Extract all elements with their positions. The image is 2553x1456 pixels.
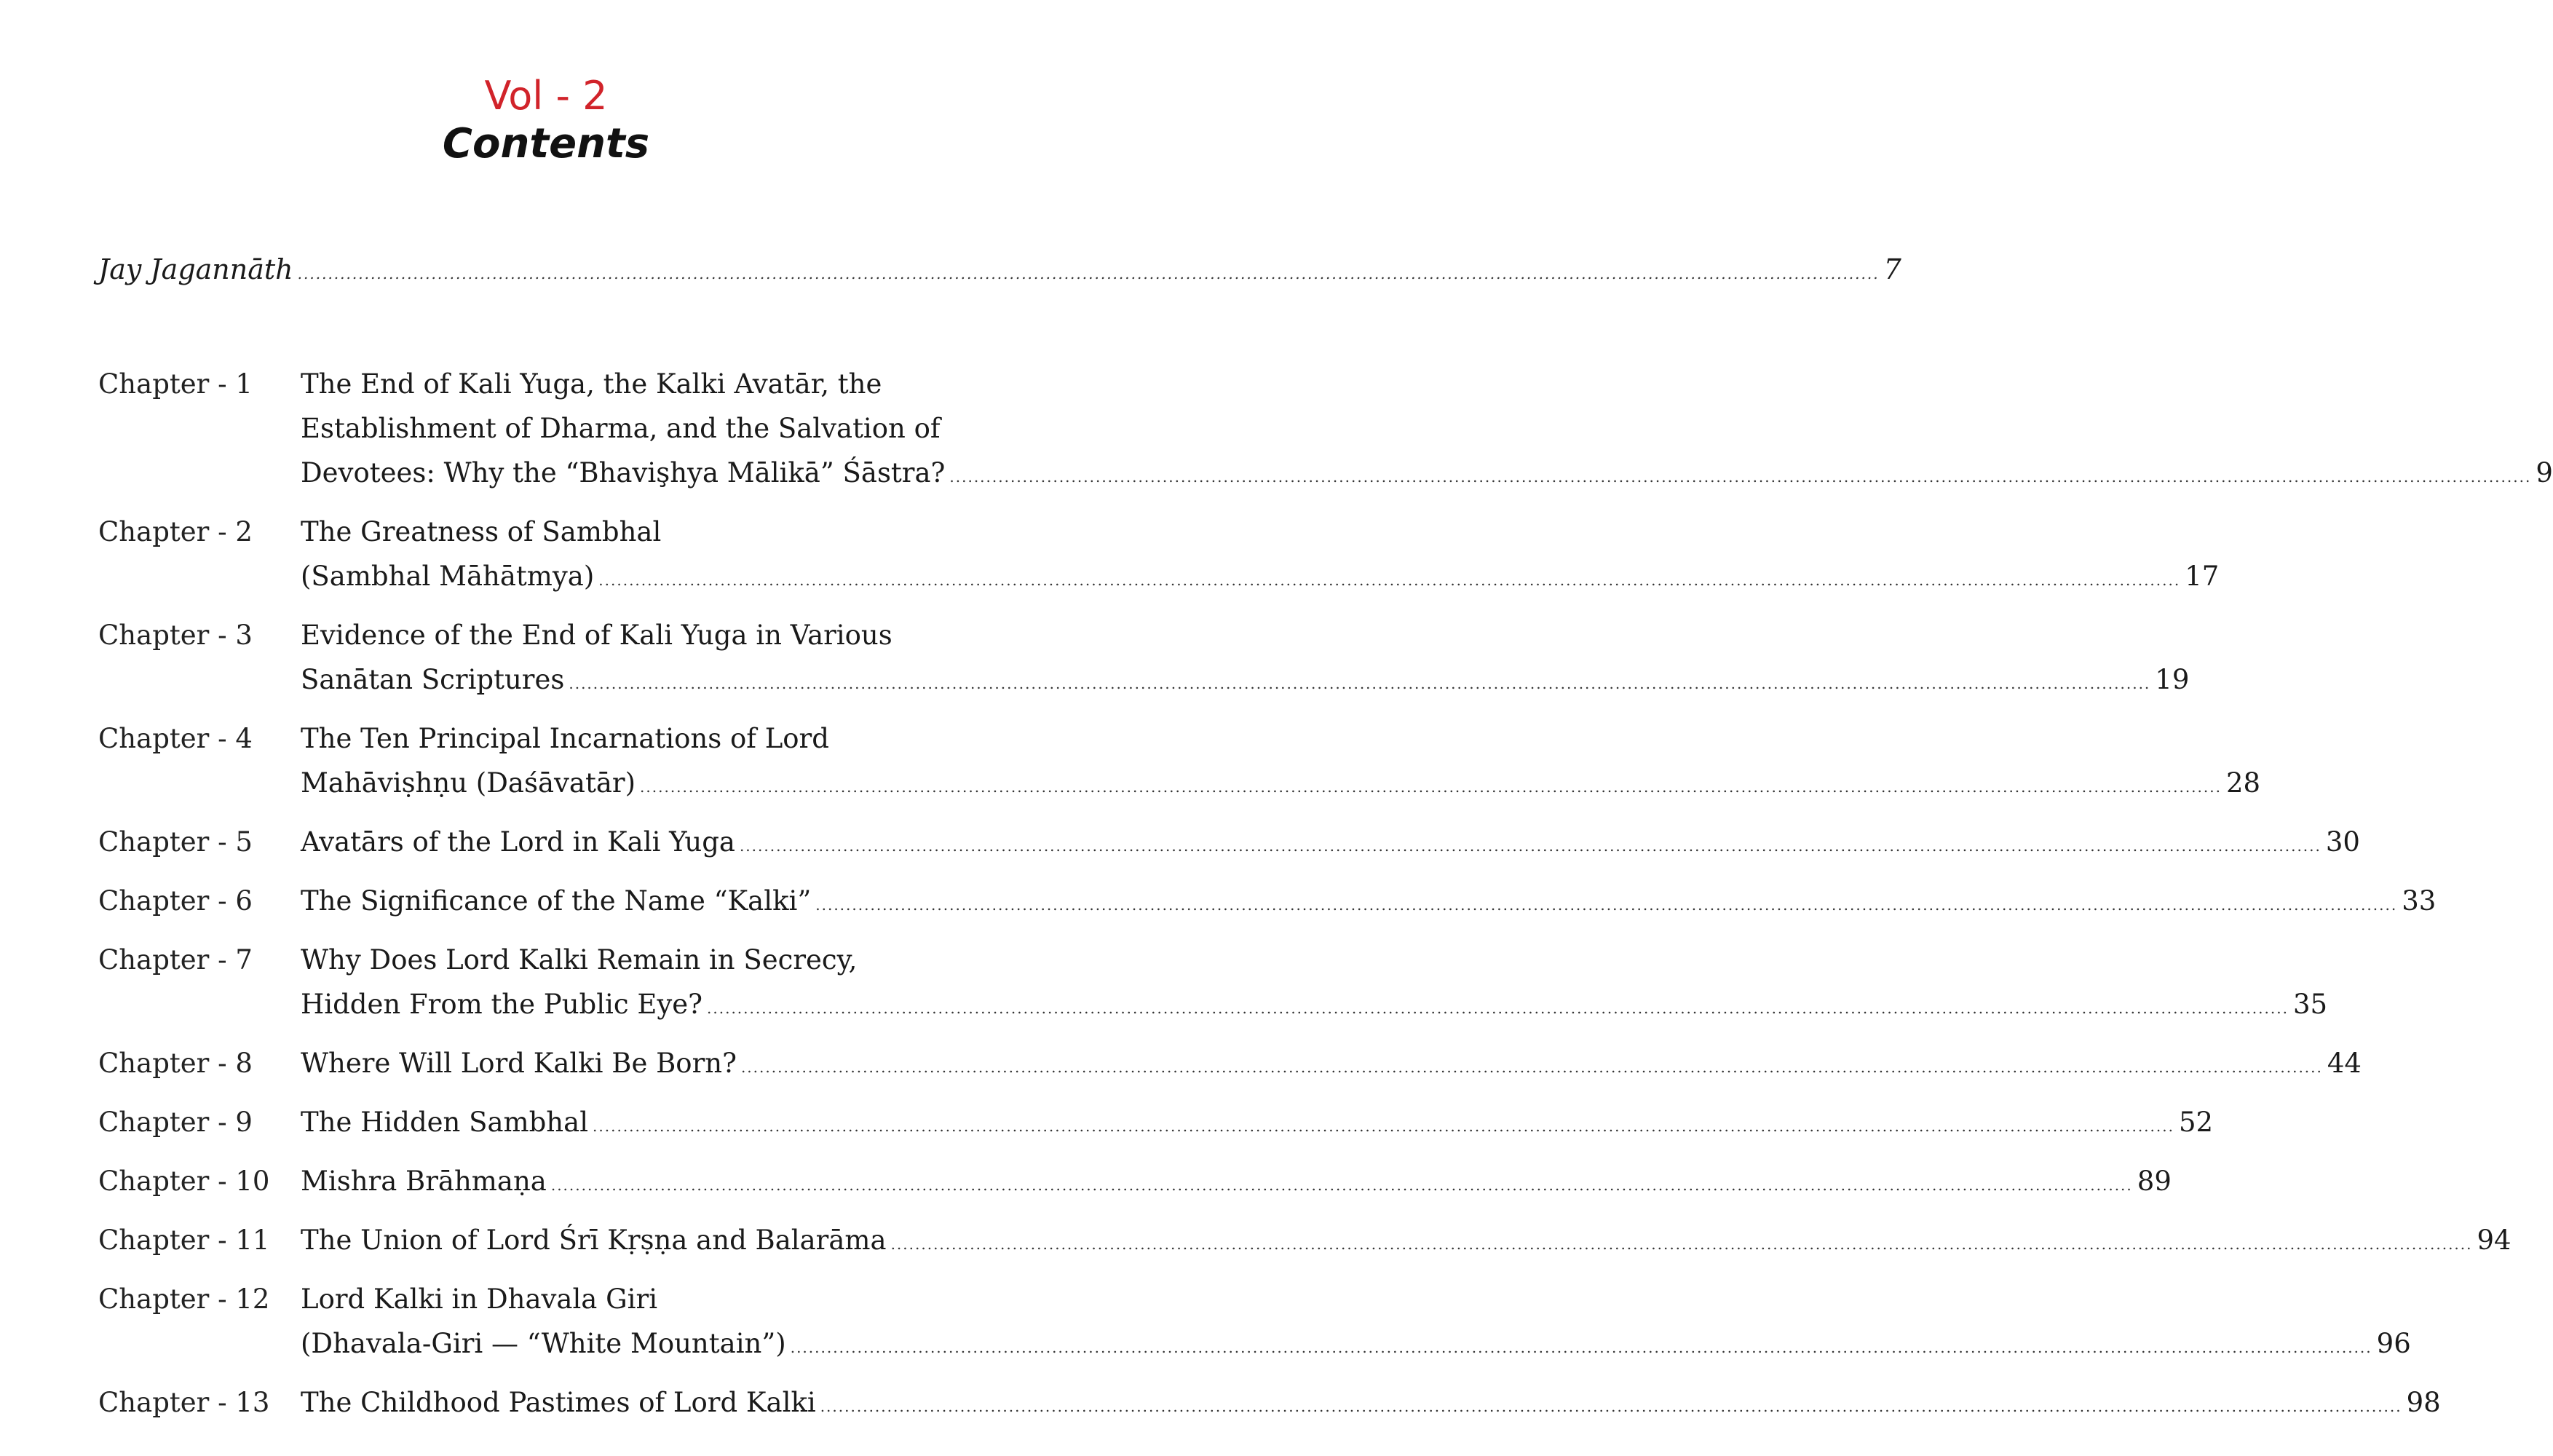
entry-spacer (98, 499, 997, 510)
dot-leader (815, 883, 2397, 927)
toc-entry (98, 820, 2360, 869)
chapter-entry-line (301, 1100, 2213, 1149)
chapter-label: Chapter - 4 (98, 723, 253, 754)
chapter-label: Chapter - 3 (98, 620, 253, 651)
entry-spacer (98, 1267, 997, 1277)
chapter-label: Chapter - 8 (98, 1048, 253, 1079)
chapter-title-text: Where Will Lord Kalki Be Born? (301, 1048, 737, 1079)
chapter-title-line: Why Does Lord Kalki Remain in Secrecy, (301, 944, 858, 976)
chapter-title-line: Lord Kalki in Dhavala Giri (301, 1283, 658, 1315)
chapter-entry-line (301, 1159, 2172, 1208)
toc-entry (98, 1100, 2214, 1149)
intro-entry-line (98, 251, 1901, 292)
chapter-entry-line (301, 554, 2219, 603)
dot-leader (298, 256, 1880, 292)
toc-entry (98, 1277, 2411, 1370)
chapter-title-block (301, 510, 2219, 603)
chapter-page-number: 19 (2155, 664, 2190, 695)
entry-spacer (98, 603, 997, 613)
intro-entry-title: Jay Jagannāth (98, 253, 293, 285)
table-of-contents (98, 362, 2553, 1439)
chapter-page-number: 98 (2406, 1387, 2441, 1418)
entry-spacer (98, 1031, 997, 1041)
chapter-title-text: The Significance of the Name “Kalki” (301, 885, 812, 917)
toc-entry (98, 510, 2220, 603)
chapter-page-number: 89 (2137, 1166, 2172, 1197)
page-title: Contents (442, 120, 650, 167)
chapter-entry-line (301, 982, 2327, 1031)
toc-entry (98, 716, 2261, 810)
chapter-label: Chapter - 12 (98, 1283, 270, 1315)
chapter-title-text: (Dhavala-Giri — “White Mountain”) (301, 1328, 786, 1359)
volume-heading: Vol - 2 (484, 73, 608, 119)
chapter-title-line: The End of Kali Yuga, the Kalki Avatār, the (301, 368, 882, 400)
chapter-page-number: 33 (2402, 885, 2437, 917)
chapter-title-text: Devotees: Why the “Bhavişhya Mālikā” Śāstra? (301, 457, 946, 488)
chapter-title-block (301, 716, 2260, 810)
chapter-label: Chapter - 6 (98, 885, 253, 917)
chapter-page-number: 94 (2477, 1224, 2512, 1256)
chapter-title-line: Establishment of Dharma, and the Salvation of (301, 413, 941, 444)
chapter-title-text: Avatārs of the Lord in Kali Yuga (301, 826, 735, 858)
chapter-page-number: 30 (2325, 826, 2360, 858)
toc-entry (98, 1380, 2441, 1429)
entry-spacer (98, 869, 997, 879)
chapter-page-number: 35 (2292, 989, 2328, 1020)
chapter-entry-line (301, 761, 2260, 810)
toc-entry (98, 362, 2553, 499)
chapter-entry-line (301, 879, 2436, 927)
chapter-page-number: 17 (2185, 561, 2220, 592)
chapter-title-text: Mishra Brāhmaṇa (301, 1166, 547, 1197)
chapter-title-block (301, 1380, 2441, 1429)
chapter-page-number: 52 (2178, 1107, 2214, 1138)
chapter-title-block (301, 1218, 2512, 1267)
entry-spacer (98, 810, 997, 820)
chapter-title-block (301, 1100, 2213, 1149)
toc-entry (98, 1218, 2512, 1267)
chapter-title-text: The Childhood Pastimes of Lord Kalki (301, 1387, 816, 1418)
chapter-label: Chapter - 2 (98, 516, 253, 547)
dot-leader (569, 662, 2150, 706)
chapter-title-block (301, 1159, 2172, 1208)
chapter-page-number: 9 (2536, 457, 2553, 488)
dot-leader (791, 1326, 2372, 1370)
chapter-title-text: The Union of Lord Śrī Kṛṣṇa and Balarāma (301, 1224, 887, 1256)
chapter-title-block (301, 1041, 2362, 1090)
chapter-title-text: Mahāviṣhṇu (Daśāvatār) (301, 767, 636, 799)
dot-leader (640, 765, 2222, 810)
toc-entry (98, 938, 2328, 1031)
dot-leader (949, 455, 2531, 499)
chapter-page-number: 96 (2376, 1328, 2411, 1359)
dot-leader (598, 558, 2180, 603)
dot-leader (593, 1104, 2174, 1149)
chapter-title-text: (Sambhal Māhātmya) (301, 561, 595, 592)
chapter-title-line: Evidence of the End of Kali Yuga in Various (301, 620, 892, 651)
chapter-title-block (301, 938, 2327, 1031)
chapter-label: Chapter - 1 (98, 368, 253, 400)
chapter-title-line: The Ten Principal Incarnations of Lord (301, 723, 829, 754)
entry-spacer (98, 1429, 997, 1439)
chapter-entry-line (301, 820, 2360, 869)
chapter-entry-line (301, 1218, 2512, 1267)
entry-spacer (98, 1149, 997, 1159)
chapter-title-block (301, 1277, 2411, 1370)
dot-leader (891, 1222, 2473, 1267)
chapter-label: Chapter - 10 (98, 1166, 270, 1197)
chapter-title-block (301, 879, 2436, 927)
chapter-title-text: Hidden From the Public Eye? (301, 989, 703, 1020)
chapter-label: Chapter - 7 (98, 944, 253, 976)
entry-spacer (98, 927, 997, 938)
toc-entry (98, 879, 2437, 927)
chapter-page-number: 28 (2225, 767, 2261, 799)
chapter-title-block (301, 613, 2189, 706)
toc-entry (98, 1159, 2172, 1208)
entry-spacer (98, 706, 997, 716)
chapter-title-block (301, 820, 2360, 869)
dot-leader (741, 1045, 2323, 1090)
chapter-entry-line (301, 657, 2189, 706)
entry-spacer (98, 1090, 997, 1100)
chapter-entry-line (301, 1041, 2362, 1090)
chapter-page-number: 44 (2327, 1048, 2362, 1079)
chapter-title-text: The Hidden Sambhal (301, 1107, 589, 1138)
dot-leader (551, 1163, 2133, 1208)
chapter-entry-line (301, 1380, 2441, 1429)
chapter-title-text: Sanātan Scriptures (301, 664, 565, 695)
entry-spacer (98, 1370, 997, 1380)
chapter-label: Chapter - 13 (98, 1387, 270, 1418)
dot-leader (707, 986, 2289, 1031)
chapter-entry-line (301, 1321, 2411, 1370)
dot-leader (820, 1385, 2402, 1429)
entry-spacer (98, 1208, 997, 1218)
chapter-title-line: The Greatness of Sambhal (301, 516, 662, 547)
toc-entry (98, 613, 2190, 706)
intro-entry-page: 7 (1883, 253, 1901, 285)
chapter-label: Chapter - 5 (98, 826, 253, 858)
chapter-entry-line (301, 451, 2553, 499)
intro-entry (98, 251, 1901, 292)
chapter-title-block (301, 362, 2553, 499)
chapter-label: Chapter - 9 (98, 1107, 253, 1138)
toc-entry (98, 1041, 2362, 1090)
dot-leader (740, 824, 2322, 869)
chapter-label: Chapter - 11 (98, 1224, 270, 1256)
